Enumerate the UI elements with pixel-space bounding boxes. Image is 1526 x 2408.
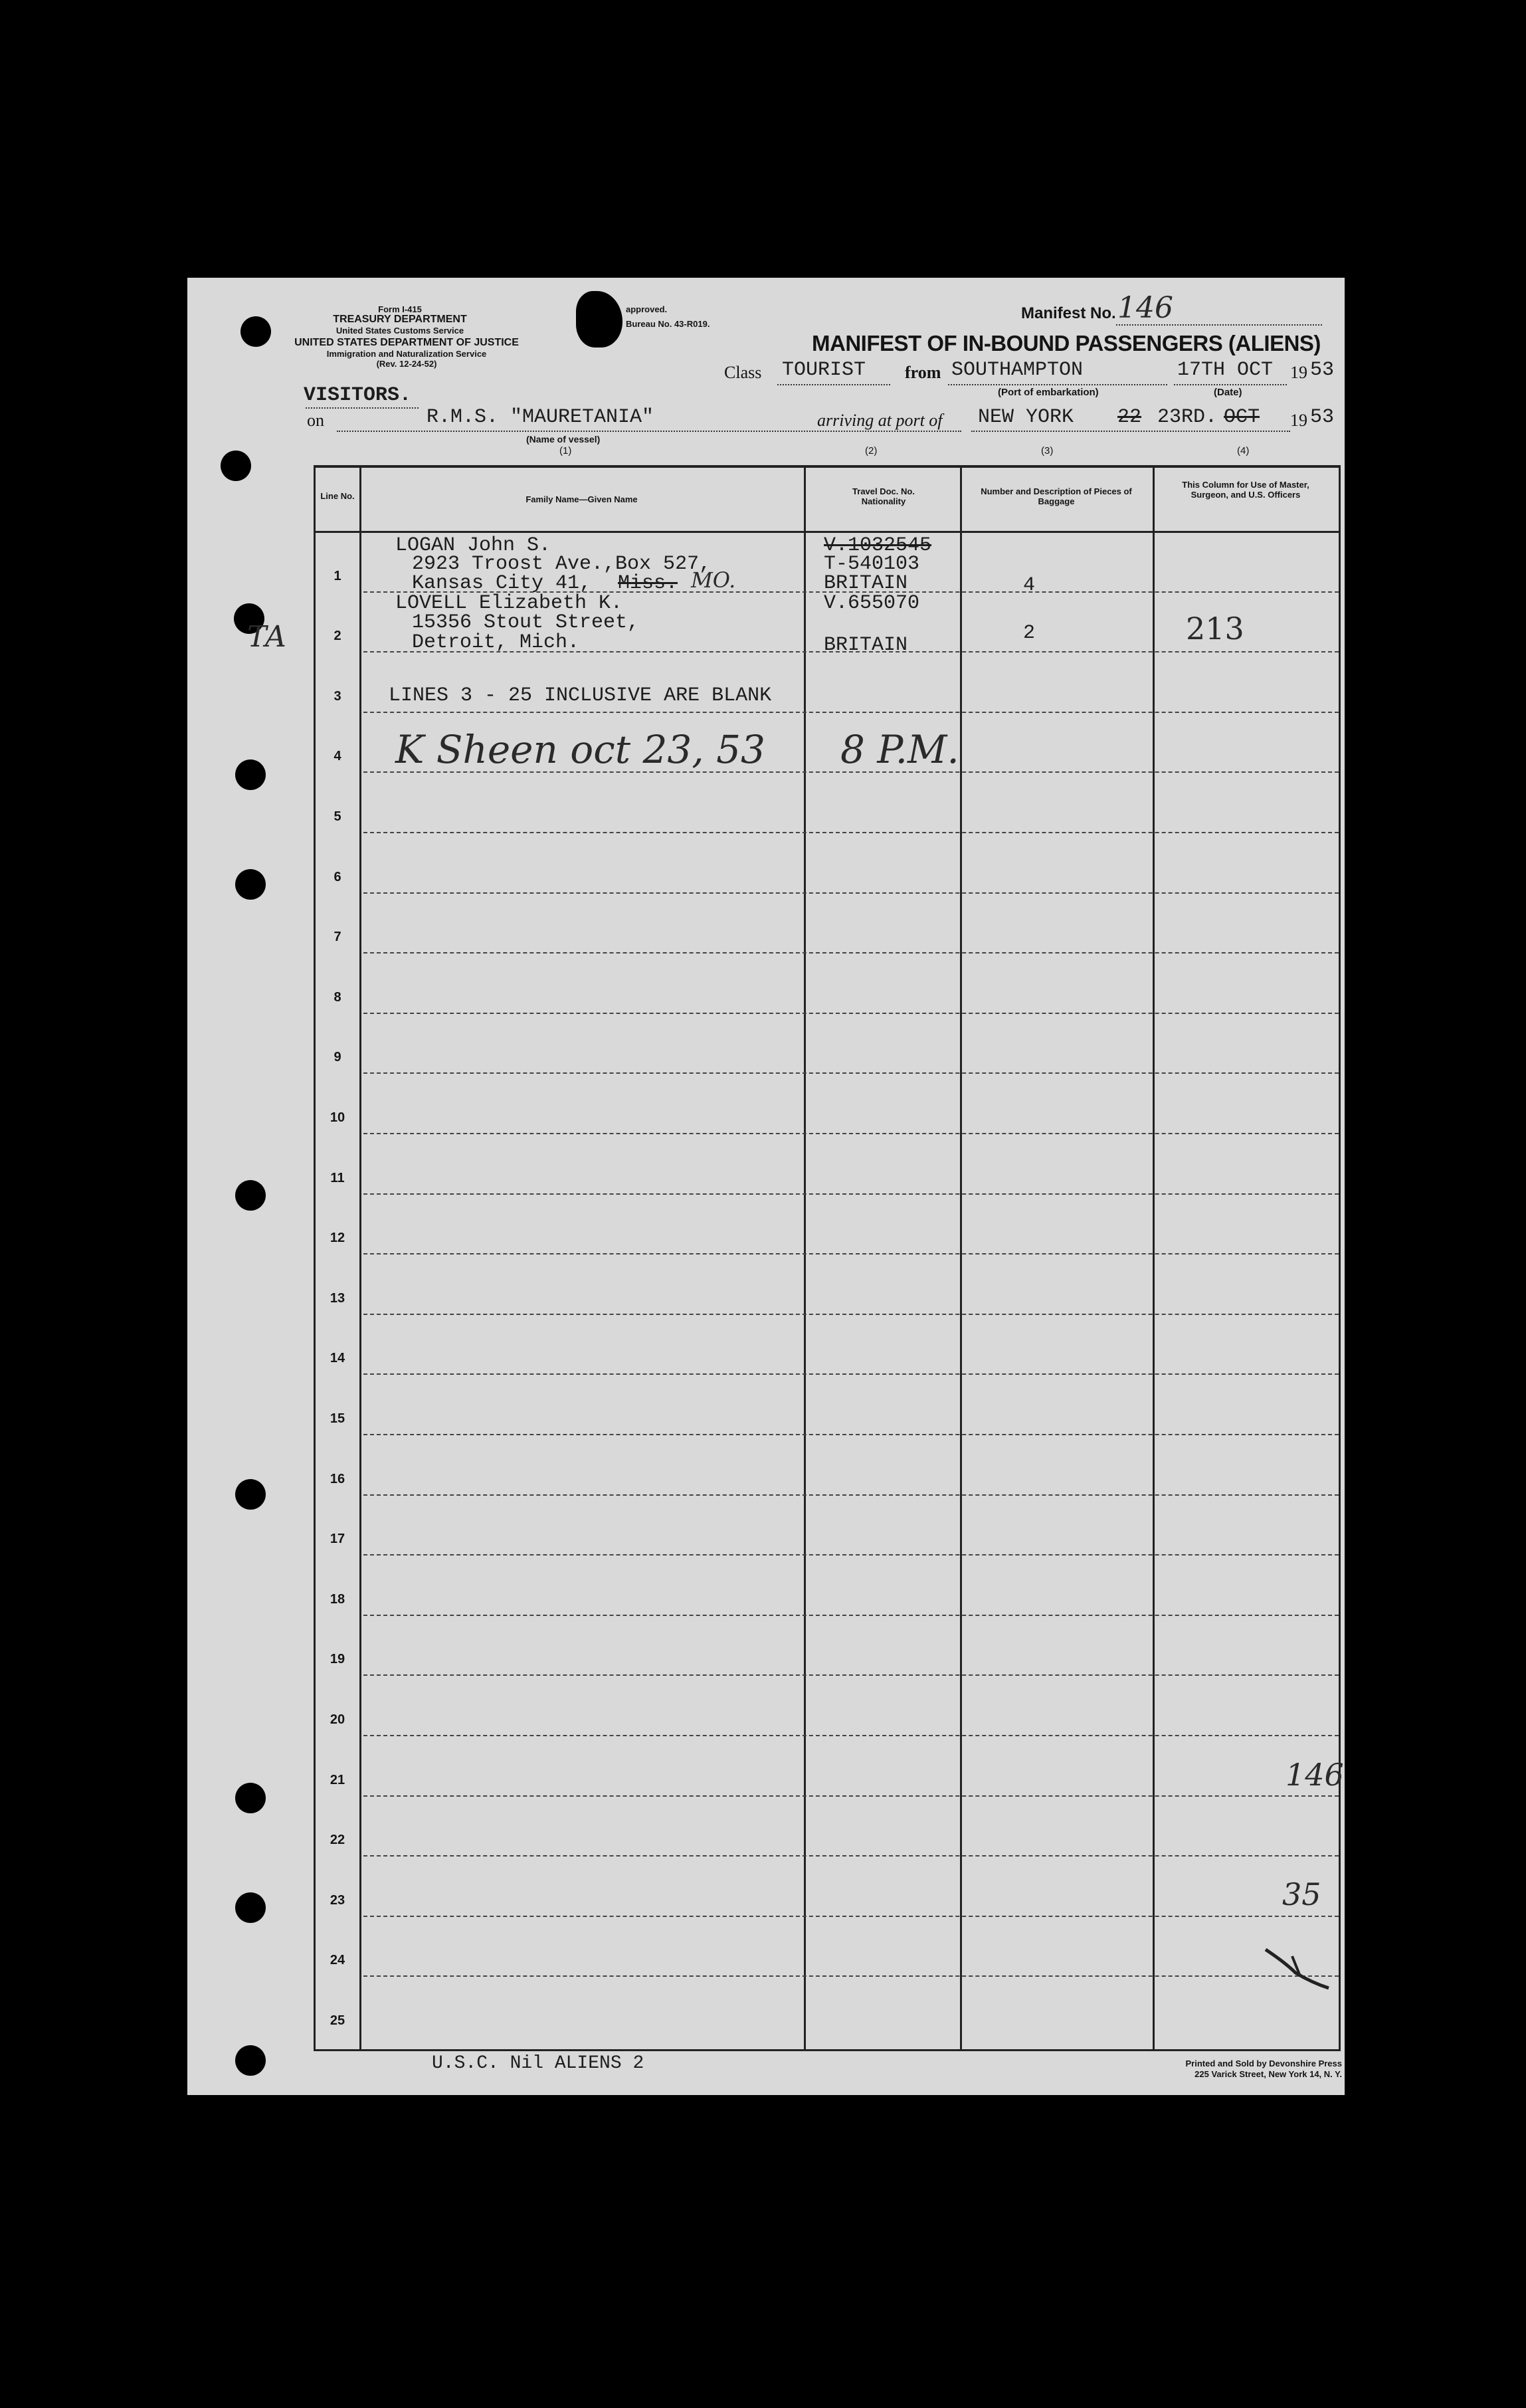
from-label: from (905, 363, 941, 382)
binder-hole (235, 1783, 266, 1813)
departure-year: 53 (1310, 359, 1335, 381)
binder-hole (221, 451, 251, 481)
entry1-baggage: 4 (1023, 574, 1036, 597)
inspection-time: 8 P.M. (840, 727, 959, 772)
col-divider (804, 468, 806, 2049)
printer-line2: 225 Varick Street, New York 14, N. Y. (1194, 2069, 1342, 2079)
count-one: 146 (1286, 1757, 1344, 1793)
binder-hole (235, 759, 266, 790)
line-number: 22 (330, 1833, 345, 1848)
arrival-year: 53 (1310, 406, 1335, 429)
row-rule (363, 1975, 1339, 1977)
binder-hole (235, 1180, 266, 1211)
line-number: 18 (330, 1591, 345, 1607)
class-line (777, 384, 890, 385)
embarkation-caption: (Port of embarkation) (998, 387, 1099, 398)
binder-hole (235, 2284, 266, 2315)
ink-blot (576, 291, 622, 348)
line-number: 10 (330, 1110, 345, 1125)
col-num-4: (4) (1237, 445, 1250, 456)
class-value: TOURIST (782, 359, 866, 381)
line-number: 3 (334, 688, 341, 704)
manifest-number: 146 (1117, 291, 1173, 325)
line-number: 24 (330, 1953, 345, 1968)
entry2-baggage: 2 (1023, 622, 1036, 645)
entry2-city: Detroit, Mich. (412, 631, 580, 654)
row-rule (363, 1373, 1339, 1375)
entry2-name: LOVELL Elizabeth K. (395, 592, 623, 615)
line-number: 23 (330, 1892, 345, 1908)
line-number: 6 (334, 869, 341, 884)
binder-hole (235, 1479, 266, 1510)
col-divider (1153, 468, 1155, 2049)
printer-line1: Printed and Sold by Devonshire Press (1185, 2058, 1342, 2068)
line-number: 13 (330, 1290, 345, 1306)
entry1-address: 2923 Troost Ave.,Box 527, (412, 553, 712, 575)
arrival-port: NEW YORK (978, 406, 1074, 429)
row-rule (363, 1855, 1339, 1856)
arrival-line (971, 431, 1290, 432)
visitors-label: VISITORS. (304, 384, 412, 407)
row-rule (363, 1193, 1339, 1195)
ins-service: Immigration and Naturalization Service (326, 349, 487, 359)
entry1-hand-state: MO. (691, 567, 736, 593)
binder-hole (240, 316, 271, 347)
row-rule (363, 952, 1339, 953)
passenger-table (314, 465, 1344, 2051)
customs-service: United States Customs Service (335, 326, 464, 336)
binder-hole (235, 869, 266, 900)
footer-summary: U.S.C. Nil ALIENS 2 (432, 2053, 644, 2074)
col-num-1: (1) (559, 445, 572, 456)
line-number: 1 (334, 568, 341, 583)
row-rule (363, 1554, 1339, 1555)
line-number: 7 (334, 930, 341, 945)
entry2-address: 15356 Stout Street, (412, 611, 640, 634)
entry1-doc-struck: V.1032545 (824, 534, 932, 557)
col-num-2: (2) (865, 445, 878, 456)
row-rule (363, 1434, 1339, 1435)
line-number: 8 (334, 989, 341, 1005)
visitors-line (306, 407, 419, 409)
row-rule (363, 1795, 1339, 1797)
line-number: 17 (330, 1532, 345, 1547)
inspector-signature: K Sheen oct 23, 53 (395, 727, 765, 772)
on-label: on (307, 411, 324, 430)
row-rule (363, 892, 1339, 894)
header-baggage: Number and Description of Pieces of Baggage (981, 486, 1132, 506)
row-rule (363, 1735, 1339, 1736)
header-divider (316, 531, 1339, 533)
line-number: 11 (330, 1170, 345, 1185)
entry1-city: Kansas City 41, (412, 572, 592, 595)
bureau-number: Bureau No. 43-R019. (626, 319, 710, 329)
manifest-title: MANIFEST OF IN-BOUND PASSENGERS (ALIENS) (812, 331, 1321, 355)
row-rule (363, 1494, 1339, 1496)
embarkation-port: SOUTHAMPTON (951, 359, 1084, 381)
vessel-line (337, 431, 961, 432)
row-rule (363, 1013, 1339, 1014)
entry2-nationality: BRITAIN (824, 634, 908, 656)
departure-date-line (1174, 384, 1287, 385)
line-number: 25 (330, 2013, 345, 2028)
depart-year-prefix: 19 (1290, 363, 1307, 382)
line-number: 5 (334, 809, 341, 824)
line-number: 4 (334, 749, 341, 764)
line-number: 12 (330, 1231, 345, 1246)
manifest-label: Manifest No. (1021, 304, 1116, 322)
row-rule (363, 1314, 1339, 1315)
arrival-date: 23RD. (1157, 406, 1218, 429)
count-two: 35 (1282, 1876, 1321, 1912)
departure-date: 17TH OCT (1177, 359, 1274, 381)
header-officers: This Column for Use of Master, Surgeon, and U.S. Officers (1182, 480, 1309, 500)
row-rule (363, 1615, 1339, 1616)
header-line-no: Line No. (320, 491, 355, 501)
line-number: 14 (330, 1351, 345, 1366)
form-number: Form I-415 (378, 304, 422, 314)
vessel-caption: (Name of vessel) (526, 434, 601, 445)
entry1-nationality: BRITAIN (824, 572, 908, 595)
check-mark (1259, 1943, 1332, 1996)
line-number: 19 (330, 1652, 345, 1667)
entry1-name: LOGAN John S. (395, 534, 551, 557)
arrival-struck-day: 22 (1117, 406, 1142, 429)
row-rule (363, 1674, 1339, 1676)
arrival-year-prefix: 19 (1290, 411, 1307, 430)
approval-note: approved. (626, 304, 668, 314)
col-divider (359, 468, 361, 2049)
date-caption: (Date) (1214, 387, 1242, 398)
row-rule (363, 1916, 1339, 1917)
arrival-struck-month: OCT (1224, 406, 1260, 429)
row-rule (363, 832, 1339, 833)
row-rule (363, 712, 1339, 713)
vessel-name: R.M.S. "MAURETANIA" (427, 406, 654, 429)
form-revision: (Rev. 12-24-52) (376, 359, 437, 369)
row-rule (363, 1072, 1339, 1074)
treasury-dept: TREASURY DEPARTMENT (333, 314, 467, 325)
entry1-struck-state: Miss. (618, 572, 678, 595)
col-num-3: (3) (1041, 445, 1054, 456)
line-number: 9 (334, 1050, 341, 1065)
binder-hole (231, 2258, 262, 2288)
line-number: 2 (334, 629, 341, 644)
line-number: 20 (330, 1712, 345, 1727)
arriving-label: arriving at port of (817, 411, 943, 430)
entry1-travel-doc: T-540103 (824, 553, 920, 575)
row-rule (363, 1253, 1339, 1254)
binder-hole (235, 2045, 266, 2076)
embarkation-line (948, 384, 1167, 385)
entry2-travel-doc: V.655070 (824, 592, 920, 615)
binder-hole (235, 1892, 266, 1923)
class-label: Class (724, 363, 762, 382)
line-number: 16 (330, 1471, 345, 1486)
col-divider (960, 468, 962, 2049)
justice-dept: UNITED STATES DEPARTMENT OF JUSTICE (294, 337, 519, 348)
entry2-officer-note: 213 (1186, 611, 1244, 647)
line-number: 21 (330, 1772, 345, 1787)
header-travel-doc: Travel Doc. No. Nationality (852, 486, 915, 506)
binder-hole (234, 2167, 264, 2197)
blank-lines-note: LINES 3 - 25 INCLUSIVE ARE BLANK (389, 684, 772, 707)
header-name: Family Name—Given Name (525, 494, 638, 504)
row-rule (363, 1133, 1339, 1134)
manifest-number-line (1116, 324, 1322, 326)
margin-mark: TA (247, 620, 286, 654)
line-number: 15 (330, 1411, 345, 1426)
